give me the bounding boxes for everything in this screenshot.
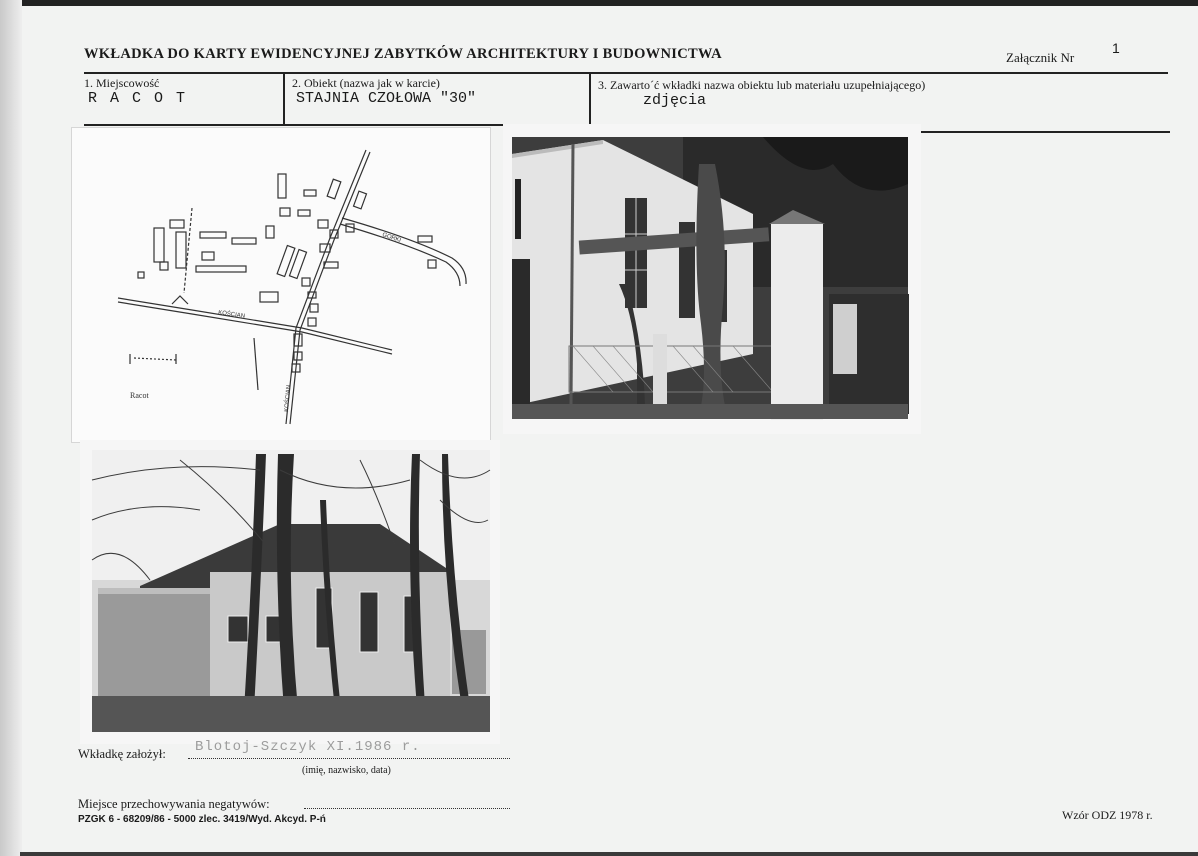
- object-value: STAJNIA CZOŁOWA "30": [296, 90, 477, 107]
- scan-top-edge: [0, 0, 1198, 6]
- photo-1-image: [503, 124, 921, 434]
- founder-hint: (imię, nazwisko, data): [302, 765, 391, 776]
- road-label-2: KOŚCIAN: [284, 384, 293, 413]
- founder-handwriting-ghost: Blotoj-Szczyk XI.1986 r.: [195, 739, 421, 755]
- map-place-caption: Racot: [130, 391, 149, 400]
- photo-stable-among-trees: [80, 440, 500, 744]
- printer-imprint: PZGK 6 - 68209/86 - 5000 zlec. 3419/Wyd. Akcyd. P-ń: [78, 814, 326, 825]
- map-drawing: [72, 128, 490, 442]
- road-label-3: GORKI: [381, 232, 402, 244]
- form-title: WKŁADKA DO KARTY EWIDENCYJNEJ ZABYTKÓW ARCHITEKTURY I BUDOWNICTWA: [84, 46, 722, 62]
- annex-number: 1: [1112, 40, 1120, 56]
- object-label: 2. Obiekt (nazwa jak w karcie): [292, 76, 440, 90]
- form-model: Wzór ODZ 1978 r.: [1062, 808, 1153, 822]
- photo-2-image: [80, 440, 500, 744]
- site-map-sketch: [72, 128, 490, 442]
- photo-facade-with-gate-pillar: [503, 124, 921, 434]
- negatives-line: [304, 808, 510, 809]
- scan-bottom-edge: [20, 852, 1198, 856]
- fields-bottom-rule: [84, 124, 510, 126]
- header-rule: [84, 72, 1168, 74]
- content-label: 3. Zawarto´ć wkładki nazwa obiektu lub materiału uzupełniającego): [598, 78, 926, 92]
- founder-line: [188, 758, 510, 759]
- field-divider-2: [589, 73, 591, 125]
- negatives-label: Miejsce przechowywania negatywów:: [78, 797, 270, 811]
- founder-label: Wkładkę założył:: [78, 747, 166, 761]
- content-value: zdjęcia: [643, 92, 707, 109]
- place-value: R A C O T: [88, 90, 188, 107]
- road-label-1: KOŚCIAN: [217, 310, 246, 320]
- annex-label: Załącznik Nr: [1006, 50, 1075, 65]
- scan-left-edge: [0, 0, 22, 856]
- fields-bottom-rule-right: [920, 131, 1170, 133]
- place-label: 1. Miejscowość: [84, 76, 160, 90]
- field-divider-1: [283, 73, 285, 125]
